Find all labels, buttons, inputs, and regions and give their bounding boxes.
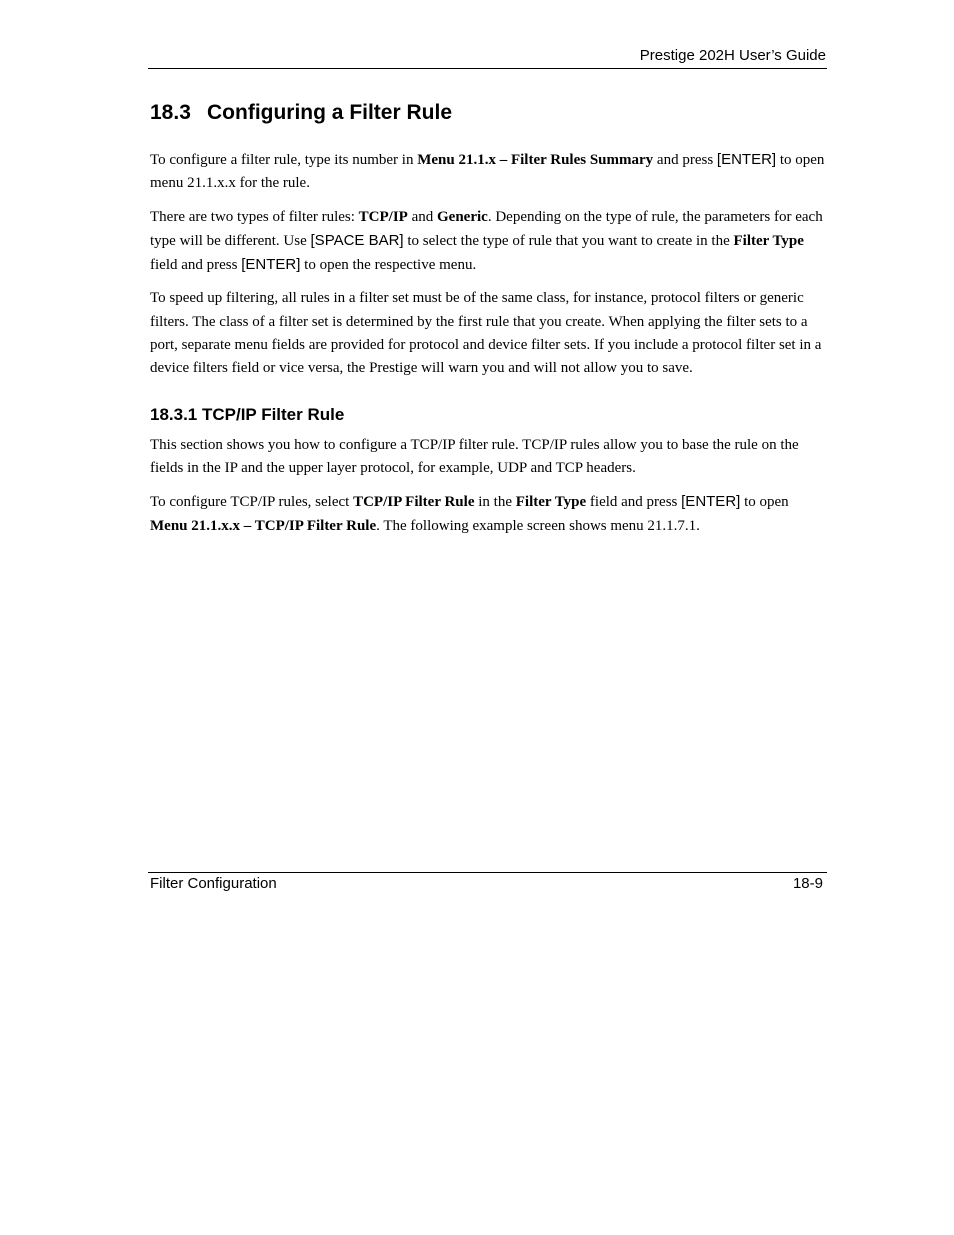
footer-chapter: Filter Configuration <box>150 875 277 892</box>
key-reference: [ENTER] <box>241 256 301 274</box>
bold-term: TCP/IP <box>358 208 408 225</box>
text: to open menu 21.1.x.x for the rule. <box>150 152 825 192</box>
page-content <box>150 98 826 548</box>
text: field and press <box>150 257 242 274</box>
bold-term: TCP/IP Filter Rule <box>353 494 475 511</box>
text: in the <box>474 494 516 511</box>
bold-term: Filter Type <box>515 494 587 511</box>
text: To configure TCP/IP rules, select <box>150 494 354 511</box>
paragraph: To speed up filtering, all rules in a filter set must be of the same class, for instance, protocol filters or generic filters. The class of a filter set is determined by the first rule that you create. When applying the filter sets to a port, separate menu fields are provided for protocol and device filter sets. If you include a protocol filter set in a device filters field or vice versa, the Prestige will warn you and will not allow you to save. <box>150 290 822 377</box>
paragraph: This section shows you how to configure a TCP/IP filter rule. TCP/IP rules allow you to base the rule on the fields in the IP and the upper layer protocol, for example, UDP and TCP headers. <box>150 436 799 476</box>
text: to open <box>740 494 789 511</box>
subsection-heading: 18.3.1 TCP/IP Filter Rule <box>150 404 345 424</box>
section-title: Configuring a Filter Rule <box>207 101 452 124</box>
text: and press <box>653 152 717 168</box>
key-reference: [SPACE BAR] <box>310 231 404 249</box>
key-reference: [ENTER] <box>716 151 777 168</box>
paragraph <box>150 490 826 538</box>
text: and <box>407 208 438 225</box>
page-header <box>148 46 827 69</box>
page-number: 18-9 <box>792 875 823 892</box>
text: to select the type of rule that you want to create in the <box>403 232 734 249</box>
menu-reference: Menu 21.1.x – Filter Rules Summary <box>417 152 654 168</box>
text: . Depending on the type of rule, the parameters for each type will be different. Use <box>150 208 823 249</box>
bold-term: Filter Type <box>733 232 804 249</box>
text: There are two types of filter rules: <box>150 208 359 225</box>
key-reference: [ENTER] <box>681 493 741 511</box>
text: . The following example screen shows menu 21.1.7.1. <box>376 517 700 534</box>
bold-term: Generic <box>437 208 488 225</box>
section-number: 18.3 <box>150 101 191 124</box>
text: to open the respective menu. <box>300 257 477 274</box>
header-title: Prestige 202H User’s Guide <box>639 47 826 64</box>
paragraph <box>150 206 826 278</box>
menu-reference: Menu 21.1.x.x – TCP/IP Filter Rule <box>150 517 377 534</box>
text: To configure a filter rule, type its number in <box>150 152 418 168</box>
paragraph <box>150 148 826 196</box>
page-footer <box>148 872 827 897</box>
text: field and press <box>586 494 682 511</box>
section-heading <box>150 98 826 128</box>
